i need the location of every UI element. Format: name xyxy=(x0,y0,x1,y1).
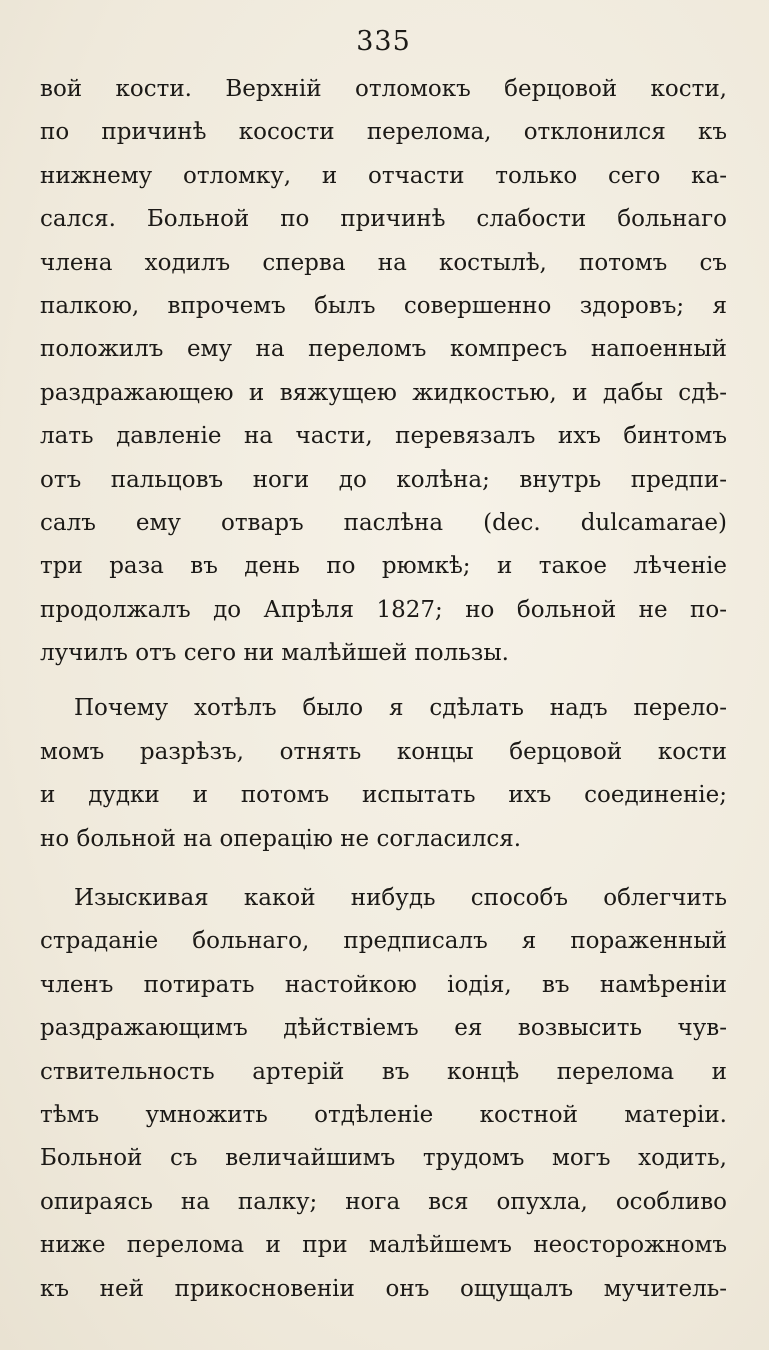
text-line: момъ разрѣзъ, отнять концы берцовой кости xyxy=(40,738,727,765)
text-line: раздражающею и вяжущею жидкостью, и дабы сдѣ- xyxy=(40,379,727,406)
text-line: члена ходилъ сперва на костылѣ, потомъ съ xyxy=(40,249,727,276)
text-line: три раза въ день по рюмкѣ; и такое лѣченіе xyxy=(40,553,727,580)
text-line: продолжалъ до Апрѣля 1827; но больной не по- xyxy=(40,596,727,623)
page-number: 335 xyxy=(356,26,411,57)
text-line: раздражающимъ дѣйствіемъ ея возвысить чув- xyxy=(40,1015,727,1042)
text-line: лать давленіе на части, перевязалъ ихъ бинтомъ xyxy=(40,423,727,450)
text-line: къ ней прикосновеніи онъ ощущалъ мучитель- xyxy=(40,1275,727,1302)
text-line: салъ ему отваръ паслѣна (dec. dulcamarae) xyxy=(40,509,727,536)
text-line: палкою, впрочемъ былъ совершенно здоровъ; я xyxy=(40,292,727,319)
text-line: по причинѣ косости перелома, отклонился къ xyxy=(40,119,727,146)
paragraph-2 xyxy=(40,687,727,861)
text-line: вой кости. Верхній отломокъ берцовой кости, xyxy=(40,76,727,102)
text-line: членъ потирать настойкою іодія, въ намѣреніи xyxy=(40,971,727,998)
text-line: Больной съ величайшимъ трудомъ могъ ходить, xyxy=(40,1145,727,1172)
text-line: но больной на операцію не согласился. xyxy=(40,825,522,852)
text-line: нижнему отломку, и отчасти только сего ка- xyxy=(40,162,727,189)
paragraph-3 xyxy=(40,877,727,1311)
text-line: отъ пальцовъ ноги до колѣна; внутрь предпи- xyxy=(40,466,727,493)
text-line: Изыскивая какой нибудь способъ облегчить xyxy=(74,885,727,912)
paragraph-gap xyxy=(40,861,727,877)
text-line: ниже перелома и при малѣйшемъ неосторожномъ xyxy=(40,1232,727,1259)
text-line: Почему хотѣлъ было я сдѣлать надъ перело- xyxy=(74,695,727,722)
text-line: опираясь на палку; нога вся опухла, особливо xyxy=(40,1188,727,1215)
text-line: лучилъ отъ сего ни малѣйшей пользы. xyxy=(40,640,509,667)
text-line: положилъ ему на переломъ компресъ напоенный xyxy=(40,336,727,363)
paragraph-gap xyxy=(40,675,727,687)
paragraph-1 xyxy=(40,68,727,675)
text-line: страданіе больнаго, предписалъ я пораженный xyxy=(40,928,727,955)
text-line: и дудки и потомъ испытать ихъ соединеніе; xyxy=(40,782,727,809)
text-line: ствительность артерій въ концѣ перелома и xyxy=(40,1058,727,1085)
text-line: сался. Больной по причинѣ слабости больнаго xyxy=(40,206,727,233)
text-line: тѣмъ умножить отдѣленіе костной матеріи. xyxy=(40,1101,727,1128)
